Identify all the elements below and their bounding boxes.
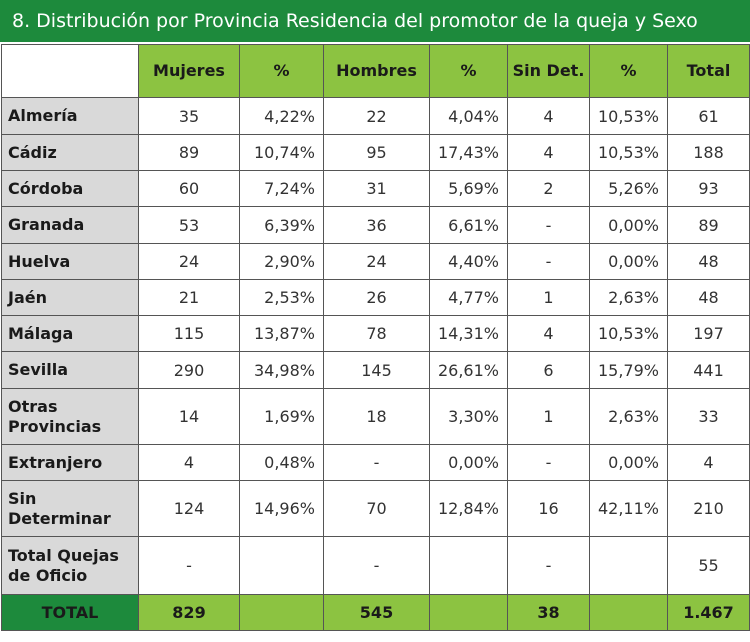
table-cell: 2,53% [240,280,324,316]
column-header: Mujeres [139,45,240,98]
table-cell: 4 [508,98,590,135]
row-label: Sevilla [2,352,139,389]
row-label: Extranjero [2,445,139,481]
table-cell: 4,04% [430,98,508,135]
table-cell: - [324,445,430,481]
table-cell: 4,22% [240,98,324,135]
table-cell: - [508,244,590,280]
table-cell: 210 [668,481,750,537]
table-cell: 1 [508,280,590,316]
table-cell: 31 [324,171,430,207]
table-cell [240,537,324,595]
table-cell: 10,53% [590,135,668,171]
table-cell: 55 [668,537,750,595]
total-cell [430,595,508,631]
table-cell: 290 [139,352,240,389]
table-cell: 48 [668,244,750,280]
corner-cell [2,45,139,98]
table-cell: 14,31% [430,316,508,352]
table-cell: 4 [508,135,590,171]
table-cell: 16 [508,481,590,537]
table-cell: 5,69% [430,171,508,207]
row-label: Almería [2,98,139,135]
table-cell: 2,90% [240,244,324,280]
table-cell: 70 [324,481,430,537]
table-cell: 7,24% [240,171,324,207]
row-label: Cádiz [2,135,139,171]
table-cell [590,537,668,595]
total-cell: 829 [139,595,240,631]
table-cell: 33 [668,389,750,445]
table-title: 8. Distribución por Provincia Residencia del promotor de la queja y Sexo [0,0,750,44]
table-cell: 34,98% [240,352,324,389]
table-cell: 42,11% [590,481,668,537]
table-cell: 78 [324,316,430,352]
total-cell [590,595,668,631]
row-label: Total Quejas de Oficio [2,537,139,595]
table-row [2,316,750,352]
table-cell: 0,00% [590,445,668,481]
table-cell: 61 [668,98,750,135]
table-cell: 6,61% [430,207,508,244]
table-row [2,244,750,280]
table-cell: 14,96% [240,481,324,537]
table-cell: 6 [508,352,590,389]
table-cell: 2,63% [590,389,668,445]
table-cell: 145 [324,352,430,389]
table-cell: 0,00% [590,244,668,280]
table-cell: 89 [139,135,240,171]
table-row [2,389,750,445]
table-cell: 188 [668,135,750,171]
total-cell: 545 [324,595,430,631]
column-header: % [430,45,508,98]
table-cell: 14 [139,389,240,445]
table-cell: - [508,537,590,595]
table-cell: 12,84% [430,481,508,537]
header-row [2,45,750,98]
table-cell: 4,77% [430,280,508,316]
table-cell: 0,00% [430,445,508,481]
table-row [2,171,750,207]
data-table [1,44,750,631]
table-cell: 21 [139,280,240,316]
table-cell: 53 [139,207,240,244]
column-header: Total [668,45,750,98]
table-cell: - [324,537,430,595]
table-cell: 17,43% [430,135,508,171]
table-cell: 18 [324,389,430,445]
table-cell: 441 [668,352,750,389]
row-label: Huelva [2,244,139,280]
table-cell: 36 [324,207,430,244]
table-cell: 0,48% [240,445,324,481]
row-label: Otras Provincias [2,389,139,445]
table-cell: 1,69% [240,389,324,445]
table-row [2,98,750,135]
table-cell: 35 [139,98,240,135]
column-header: % [590,45,668,98]
table-cell: - [508,207,590,244]
table-row [2,352,750,389]
table-cell: 24 [139,244,240,280]
table-cell: 15,79% [590,352,668,389]
table-cell: 3,30% [430,389,508,445]
table-row [2,481,750,537]
total-cell: 1.467 [668,595,750,631]
table-cell: 13,87% [240,316,324,352]
table-cell: 60 [139,171,240,207]
table-cell: - [508,445,590,481]
table-row [2,135,750,171]
table-cell: 22 [324,98,430,135]
table-cell: 4 [139,445,240,481]
table-cell: 10,53% [590,316,668,352]
table-cell: - [139,537,240,595]
table-cell: 6,39% [240,207,324,244]
column-header: Sin Det. [508,45,590,98]
table-row [2,445,750,481]
table-cell: 4 [668,445,750,481]
table-cell: 0,00% [590,207,668,244]
total-cell [240,595,324,631]
total-row [2,595,750,631]
table-cell: 93 [668,171,750,207]
table-row [2,280,750,316]
table-cell: 95 [324,135,430,171]
table-cell: 5,26% [590,171,668,207]
column-header: % [240,45,324,98]
table-cell: 2 [508,171,590,207]
total-cell: 38 [508,595,590,631]
table-cell: 1 [508,389,590,445]
table-cell: 115 [139,316,240,352]
row-label: Sin Determinar [2,481,139,537]
table-cell: 48 [668,280,750,316]
row-label: Córdoba [2,171,139,207]
row-label: Málaga [2,316,139,352]
table-cell: 26 [324,280,430,316]
total-label: TOTAL [2,595,139,631]
table-cell: 24 [324,244,430,280]
row-label: Jaén [2,280,139,316]
table-cell: 10,74% [240,135,324,171]
table-row [2,207,750,244]
table-cell: 4,40% [430,244,508,280]
table-row [2,537,750,595]
row-label: Granada [2,207,139,244]
table-cell: 124 [139,481,240,537]
table-cell: 197 [668,316,750,352]
column-header: Hombres [324,45,430,98]
table-cell: 10,53% [590,98,668,135]
table-cell: 89 [668,207,750,244]
table-cell [430,537,508,595]
table-cell: 26,61% [430,352,508,389]
table-cell: 2,63% [590,280,668,316]
table-cell: 4 [508,316,590,352]
